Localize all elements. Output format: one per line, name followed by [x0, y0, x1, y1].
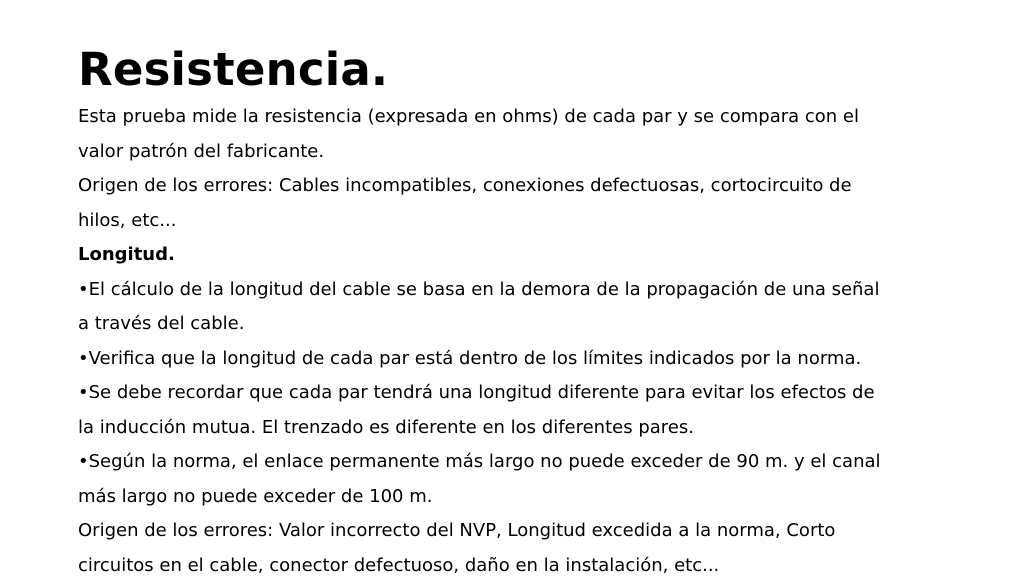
resistance-errors-line-1: Origen de los errores: Cables incompatibles, conexiones defectuosas, cortocircuito de — [78, 175, 852, 196]
slide-title: Resistencia. — [78, 43, 389, 96]
length-errors-line-1: Origen de los errores: Valor incorrecto del NVP, Longitud excedida a la norma, Corto — [78, 520, 836, 541]
resistance-description-line-2: valor patrón del fabricante. — [78, 140, 325, 162]
length-bullet-4-line-1: •Según la norma, el enlace permanente más largo no puede exceder de 90 m. y el canal — [78, 451, 881, 472]
length-bullet-4-line-2: más largo no puede exceder de 100 m. — [78, 485, 433, 507]
length-bullet-3-line-2: la inducción mutua. El trenzado es diferente en los diferentes pares. — [78, 416, 694, 438]
length-bullet-1-line-2: a través del cable. — [78, 313, 245, 334]
length-bullet-1-line-1: •El cálculo de la longitud del cable se basa en la demora de la propagación de una señal — [78, 278, 880, 300]
slide-body — [78, 100, 958, 576]
length-errors-line-2: circuitos en el cable, conector defectuoso, daño en la instalación, etc... — [78, 554, 720, 576]
length-heading: Longitud. — [78, 244, 175, 265]
resistance-description-line-1: Esta prueba mide la resistencia (expresada en ohms) de cada par y se compara con el — [78, 106, 860, 127]
resistance-errors-line-2: hilos, etc... — [78, 209, 177, 231]
length-bullet-3-line-1: •Se debe recordar que cada par tendrá una longitud diferente para evitar los efectos de — [78, 382, 875, 403]
length-bullet-2: •Verifica que la longitud de cada par está dentro de los límites indicados por la norma. — [78, 347, 862, 369]
